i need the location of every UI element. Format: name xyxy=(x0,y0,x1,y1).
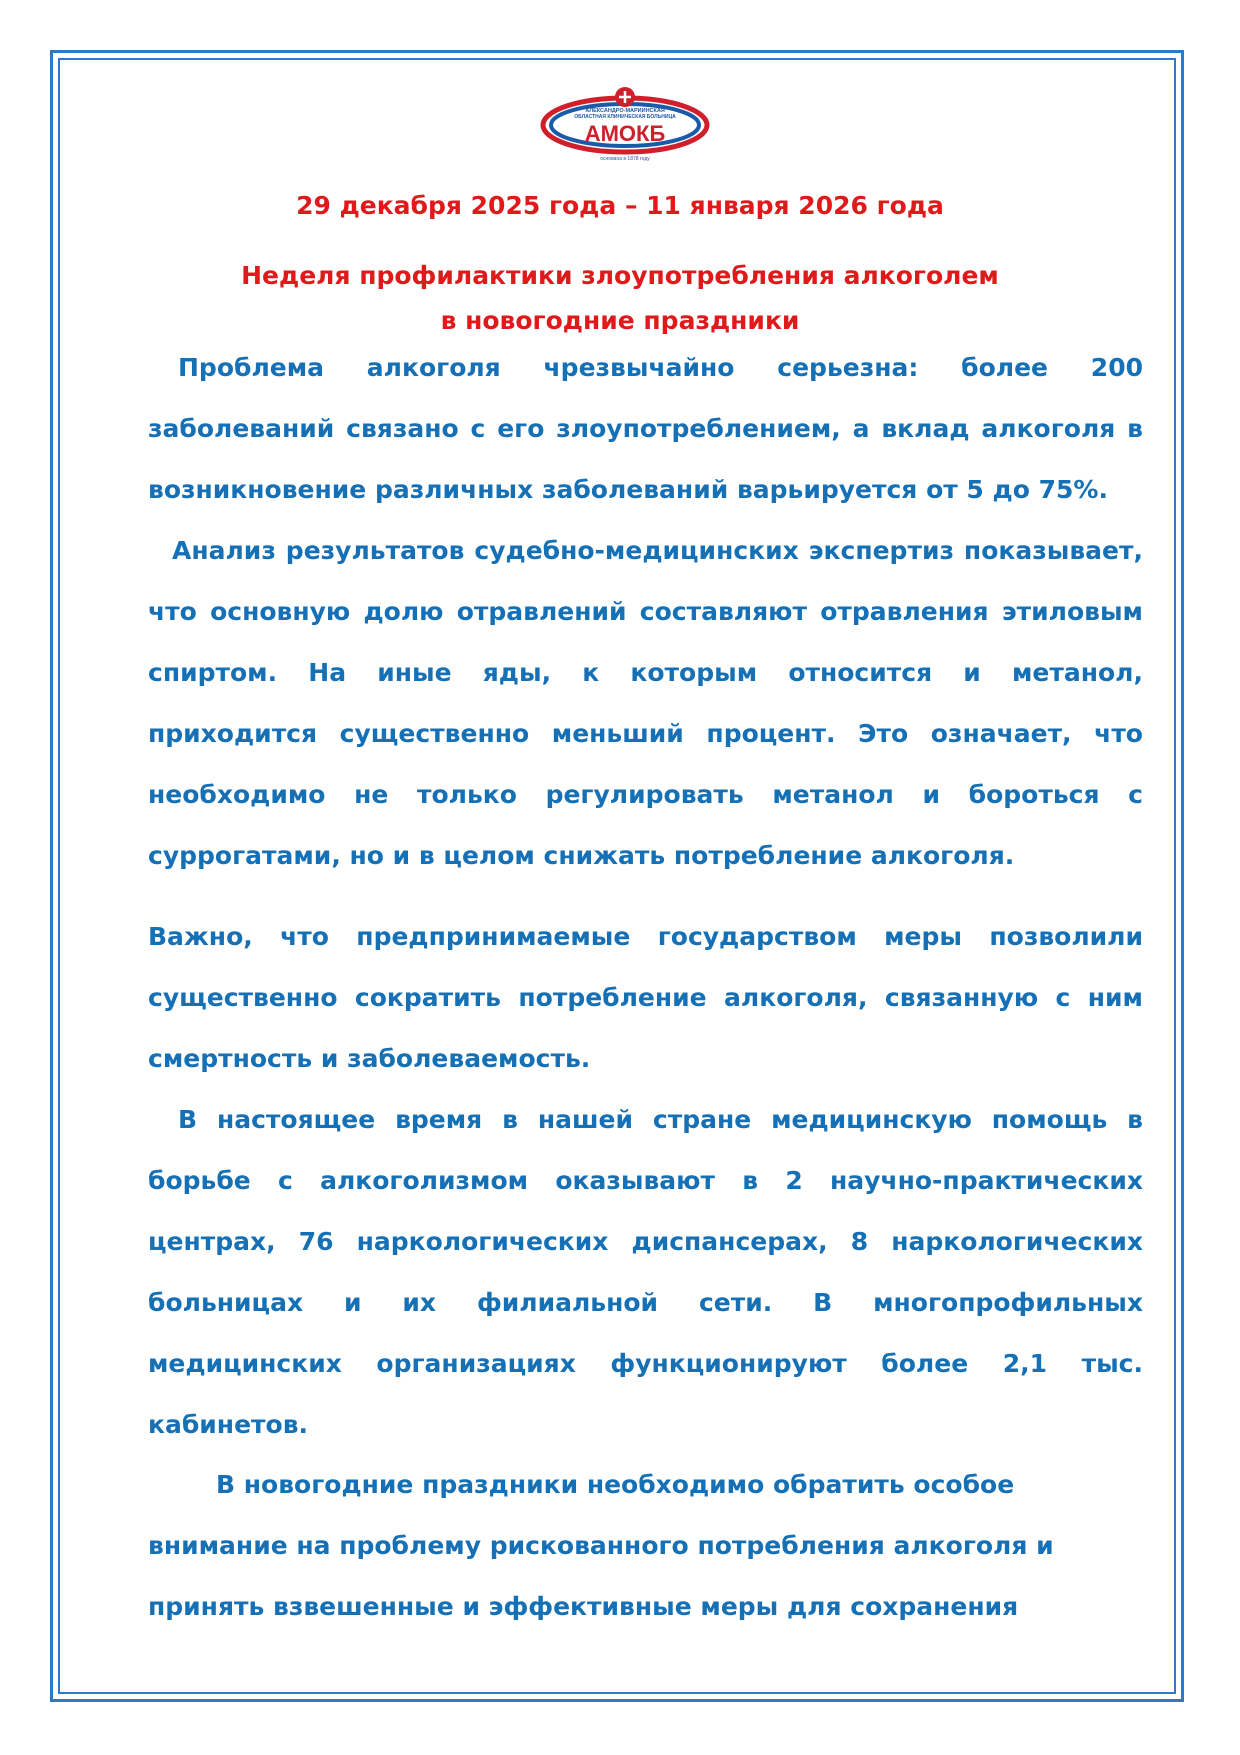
text-line: смертность и заболеваемость. xyxy=(148,1044,591,1073)
text-line: существенно сократить потребление алкоголя, связанную с ним xyxy=(148,983,1143,1012)
text-line: внимание на проблему рискованного потребления алкоголя и xyxy=(148,1531,1054,1560)
text-line: необходимо не только регулировать метанол и бороться с xyxy=(148,780,1143,809)
svg-text:основана в 1878 году: основана в 1878 году xyxy=(600,156,650,162)
text-line: борьбе с алкоголизмом оказывают в 2 научно-практических xyxy=(148,1166,1143,1195)
event-dates: 29 декабря 2025 года – 11 января 2026 года xyxy=(296,191,944,220)
svg-text:ОБЛАСТНАЯ КЛИНИЧЕСКАЯ БОЛЬНИЦА: ОБЛАСТНАЯ КЛИНИЧЕСКАЯ БОЛЬНИЦА xyxy=(574,114,676,120)
page-title-line-1: Неделя профилактики злоупотребления алкоголем xyxy=(241,261,999,290)
text-line: суррогатами, но и в целом снижать потребление алкоголя. xyxy=(148,841,1015,870)
text-line: Проблема алкоголя чрезвычайно серьезна: более 200 xyxy=(178,353,1143,382)
paragraph-3 xyxy=(148,921,1143,1104)
svg-text:АЛЕКСАНДРО-МАРИИНСКАЯ: АЛЕКСАНДРО-МАРИИНСКАЯ xyxy=(585,108,665,114)
text-line: центрах, 76 наркологических диспансерах, 8 наркологических xyxy=(148,1227,1143,1256)
text-line: В настоящее время в нашей стране медицинскую помощь в xyxy=(178,1105,1143,1134)
text-line: медицинских организациях функционируют более 2,1 тыс. xyxy=(148,1349,1143,1378)
text-line: В новогодние праздники необходимо обратить особое xyxy=(216,1470,1015,1499)
text-line: кабинетов. xyxy=(148,1410,309,1439)
text-line: заболеваний связано с его злоупотреблением, а вклад алкоголя в xyxy=(148,414,1143,443)
paragraph-1 xyxy=(148,352,1143,535)
text-line: приходится существенно меньший процент. Это означает, что xyxy=(148,719,1143,748)
text-line: принять взвешенные и эффективные меры для сохранения xyxy=(148,1592,1019,1621)
paragraph-4 xyxy=(148,1104,1143,1470)
text-line: спиртом. На иные яды, к которым относится и метанол, xyxy=(148,658,1143,687)
text-line: возникновение различных заболеваний варьируется от 5 до 75%. xyxy=(148,475,1108,504)
text-line: больницах и их филиальной сети. В многопрофильных xyxy=(148,1288,1143,1317)
svg-text:АМОКБ: АМОКБ xyxy=(584,121,666,146)
paragraph-5 xyxy=(148,1469,1143,1652)
text-line: что основную долю отравлений составляют отравления этиловым xyxy=(148,597,1143,626)
hospital-logo xyxy=(540,85,710,165)
page-title-line-2: в новогодние праздники xyxy=(440,306,800,335)
text-line: Важно, что предпринимаемые государством меры позволили xyxy=(148,922,1143,951)
paragraph-2 xyxy=(148,535,1143,901)
text-line: Анализ результатов судебно-медицинских экспертиз показывает, xyxy=(172,536,1143,565)
